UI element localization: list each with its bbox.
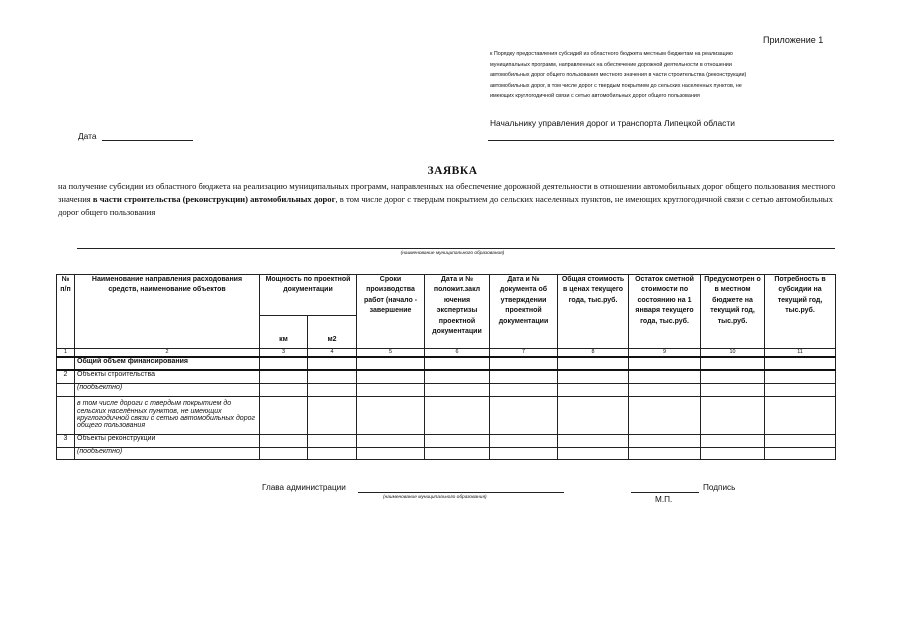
column-number: 7 xyxy=(490,349,558,358)
header-subsidy-need: Потребность в субсидии на текущий год, тыс.руб. xyxy=(765,275,836,349)
table-cell[interactable] xyxy=(260,434,308,447)
table-cell[interactable] xyxy=(425,370,490,383)
head-of-administration-field[interactable] xyxy=(358,492,564,493)
column-number: 9 xyxy=(629,349,701,358)
date-field[interactable] xyxy=(102,140,193,141)
column-number: 6 xyxy=(425,349,490,358)
table-cell[interactable] xyxy=(629,434,701,447)
header-name: Наименование направления расходования средств, наименование объектов xyxy=(75,275,260,349)
table-cell[interactable] xyxy=(765,396,836,434)
stamp-label: М.П. xyxy=(655,495,673,504)
table-cell[interactable] xyxy=(425,447,490,459)
table-cell[interactable] xyxy=(260,396,308,434)
legal-basis-line: к Порядку предоставления субсидий из областного бюджета местным бюджетам на реализацию xyxy=(490,51,733,57)
table-cell[interactable] xyxy=(425,434,490,447)
intro-text: на получение субсидии из областного бюджета на реализацию муниципальных программ, направленных на обеспечение дорожной деятельности в отношении автомобильных дорог общего пользования местного значения xyxy=(58,181,836,204)
table-cell[interactable] xyxy=(490,434,558,447)
table-row-total xyxy=(57,357,836,370)
table-cell[interactable] xyxy=(260,383,308,396)
column-number: 5 xyxy=(357,349,425,358)
column-number: 8 xyxy=(558,349,629,358)
total-financing-label: Общий объем финансирования xyxy=(75,357,260,370)
table-cell[interactable] xyxy=(701,370,765,383)
table-cell[interactable] xyxy=(558,447,629,459)
table-cell[interactable] xyxy=(490,370,558,383)
header-balance: Остаток сметной стоимости по состоянию на 1 января текущего года, тыс.руб. xyxy=(635,276,694,325)
signature-label: Подпись xyxy=(703,483,736,492)
intro-text-end: , в том числе дорог с твердым покрытием до сельских населенных пунктов, не имеющих круглогодичной связи с сетью автомобильных дорог общего пользования xyxy=(58,194,833,217)
column-number: 3 xyxy=(260,349,308,358)
document-title: ЗАЯВКА xyxy=(427,165,478,177)
column-number: 11 xyxy=(765,349,836,358)
legal-basis-line: имеющих круглогодичной связи с сетью автомобильных дорог общего пользования xyxy=(490,93,700,100)
head-caption: (наименование муниципального образования) xyxy=(383,495,487,500)
table-cell[interactable] xyxy=(558,434,629,447)
table-cell[interactable] xyxy=(308,383,357,396)
table-cell[interactable] xyxy=(490,447,558,459)
table-cell[interactable] xyxy=(308,370,357,383)
table-cell[interactable] xyxy=(308,447,357,459)
table-cell[interactable] xyxy=(701,434,765,447)
table-cell[interactable] xyxy=(765,447,836,459)
table-cell[interactable] xyxy=(558,383,629,396)
legal-basis-line: автомобильных дорог общего пользования местного значения в части строительства (реконструкции) xyxy=(490,72,747,79)
header-approval: Дата и № документа об утверждении проектной документации xyxy=(490,275,558,349)
table-cell[interactable] xyxy=(558,357,629,370)
addressee-underline xyxy=(488,140,834,141)
legal-basis xyxy=(490,49,830,102)
table-cell[interactable] xyxy=(308,396,357,434)
table-cell[interactable] xyxy=(425,357,490,370)
table-cell[interactable] xyxy=(357,370,425,383)
column-number: 10 xyxy=(701,349,765,358)
table-cell[interactable] xyxy=(357,434,425,447)
header-capacity: Мощность по проектной документации xyxy=(260,275,357,316)
column-number: 2 xyxy=(75,349,260,358)
table-cell[interactable] xyxy=(701,357,765,370)
rural-roads-note: в том числе дороги с твердым покрытием до сельских населённых пунктов, не имеющих круглогодичной связи с сетью автомобильных дорог общего пользования xyxy=(75,396,260,434)
table-cell[interactable] xyxy=(425,396,490,434)
reconstruction-label: Объекты реконструкции xyxy=(75,434,260,447)
table-cell[interactable] xyxy=(765,434,836,447)
header-local-budget: Предусмотрен о в местном бюджете на текущий год, тыс.руб. xyxy=(701,275,765,349)
table-cell[interactable] xyxy=(357,396,425,434)
legal-basis-line: муниципальных программ, направленных на обеспечение дорожной деятельности в отношении xyxy=(490,61,732,68)
header-unit-m2: м2 xyxy=(308,316,357,349)
table-cell[interactable] xyxy=(701,447,765,459)
table-cell[interactable] xyxy=(260,370,308,383)
table-row-by-object xyxy=(57,447,836,459)
table-cell[interactable] xyxy=(260,357,308,370)
table-cell[interactable] xyxy=(765,383,836,396)
column-number: 1 xyxy=(57,349,75,358)
table-cell[interactable] xyxy=(629,370,701,383)
table-cell[interactable] xyxy=(490,396,558,434)
table-cell[interactable] xyxy=(765,357,836,370)
table-cell[interactable] xyxy=(490,357,558,370)
column-number: 4 xyxy=(308,349,357,358)
table-cell[interactable] xyxy=(490,383,558,396)
table-cell[interactable] xyxy=(629,396,701,434)
table-cell[interactable] xyxy=(308,357,357,370)
table-cell[interactable] xyxy=(765,370,836,383)
table-cell[interactable] xyxy=(357,383,425,396)
addressee: Начальнику управления дорог и транспорта Липецкой области xyxy=(490,118,735,128)
head-of-administration-label: Глава администрации xyxy=(262,483,346,492)
request-table xyxy=(56,274,836,460)
table-cell[interactable] xyxy=(558,370,629,383)
header-unit-km: км xyxy=(260,316,308,349)
table-cell[interactable] xyxy=(558,396,629,434)
table-cell[interactable] xyxy=(425,383,490,396)
table-cell[interactable] xyxy=(308,434,357,447)
table-row-by-object xyxy=(57,383,836,396)
table-cell[interactable] xyxy=(357,357,425,370)
construction-label: Объекты строительства xyxy=(75,370,260,383)
header-total-cost: Общая стоимость в ценах текущего года, тыс.руб. xyxy=(558,275,629,349)
intro-bold-text: в части строительства (реконструкции) автомобильных дорог xyxy=(92,194,336,204)
header-no: № п/п xyxy=(57,275,75,349)
municipality-caption: (наименование муниципального образования) xyxy=(400,251,505,256)
row-number: 3 xyxy=(57,434,75,447)
table-cell[interactable] xyxy=(629,447,701,459)
request-description xyxy=(58,180,848,219)
table-cell[interactable] xyxy=(629,357,701,370)
table-cell[interactable] xyxy=(260,447,308,459)
table-cell[interactable] xyxy=(701,396,765,434)
by-object-note: (пообъектно) xyxy=(75,383,260,396)
table-row-rural-roads xyxy=(57,396,836,434)
table-row-reconstruction xyxy=(57,434,836,447)
signature-field[interactable] xyxy=(631,492,699,493)
table-cell[interactable] xyxy=(701,383,765,396)
by-object-note: (пообъектно) xyxy=(75,447,260,459)
municipality-field[interactable] xyxy=(77,248,835,249)
header-terms: Сроки производства работ (начало - завершение xyxy=(357,275,425,349)
row-number: 2 xyxy=(57,370,75,383)
legal-basis-line: автомобильных дорог, в том числе дорог с твердым покрытием до сельских населенных пунктов, не xyxy=(490,82,742,89)
table-row-construction xyxy=(57,370,836,383)
table-cell[interactable] xyxy=(629,383,701,396)
header-expertise: Дата и № положит.закл ючения экспертизы проектной документации xyxy=(425,275,490,349)
date-label: Дата xyxy=(78,131,97,141)
appendix-label: Приложение 1 xyxy=(763,35,824,45)
table-cell[interactable] xyxy=(357,447,425,459)
